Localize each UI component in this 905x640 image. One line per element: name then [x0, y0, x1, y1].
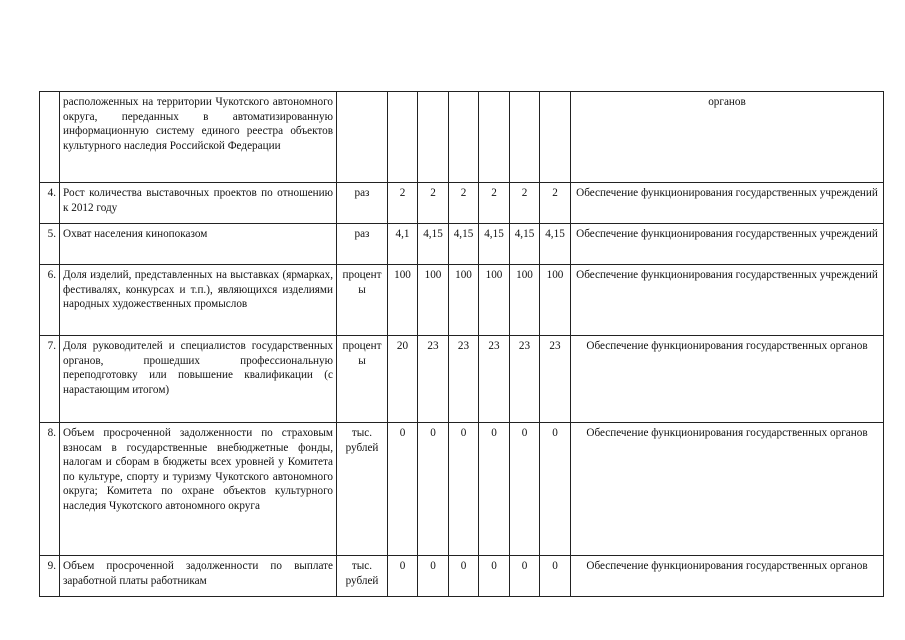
row-number: 9. [40, 556, 60, 597]
year-value: 0 [388, 423, 418, 556]
year-value [388, 92, 418, 183]
activity-note: Обеспечение функционирования государственных органов [571, 556, 884, 597]
year-value [510, 92, 540, 183]
indicator-name: Объем просроченной задолженности по страховым взносам в государственные внебюджетные фонды, налогам и сборам в бюджеты всех уровней у Комитета по культуре, спорту и туризму Чукотского автономного округа; Комитета по охране объектов культурного наследия Чукотского автономного округа [60, 423, 337, 556]
table-body [40, 92, 884, 597]
year-value: 0 [418, 423, 449, 556]
unit-of-measure: тыс. рублей [337, 423, 388, 556]
row-number: 8. [40, 423, 60, 556]
year-value [418, 92, 449, 183]
activity-note: Обеспечение функционирования государственных учреждений [571, 265, 884, 336]
year-value: 4,15 [540, 224, 571, 265]
year-value: 2 [510, 183, 540, 224]
year-value: 20 [388, 336, 418, 423]
table-row [40, 265, 884, 336]
activity-note: Обеспечение функционирования государственных учреждений [571, 183, 884, 224]
table-row [40, 183, 884, 224]
year-value: 2 [388, 183, 418, 224]
year-value: 100 [510, 265, 540, 336]
year-value: 0 [418, 556, 449, 597]
year-value: 0 [479, 423, 510, 556]
indicator-name: Рост количества выставочных проектов по отношению к 2012 году [60, 183, 337, 224]
unit-of-measure: раз [337, 224, 388, 265]
year-value: 2 [540, 183, 571, 224]
activity-note: органов [571, 92, 884, 183]
year-value: 0 [449, 556, 479, 597]
year-value [449, 92, 479, 183]
year-value: 2 [418, 183, 449, 224]
unit-of-measure: процент ы [337, 265, 388, 336]
indicators-table [39, 91, 884, 597]
row-number: 7. [40, 336, 60, 423]
year-value: 2 [449, 183, 479, 224]
year-value [479, 92, 510, 183]
year-value: 100 [418, 265, 449, 336]
year-value: 23 [418, 336, 449, 423]
unit-of-measure: тыс. рублей [337, 556, 388, 597]
activity-note: Обеспечение функционирования государственных органов [571, 336, 884, 423]
year-value [540, 92, 571, 183]
row-number: 5. [40, 224, 60, 265]
year-value: 0 [540, 423, 571, 556]
row-number: 4. [40, 183, 60, 224]
year-value: 100 [479, 265, 510, 336]
year-value: 4,15 [479, 224, 510, 265]
table-row [40, 556, 884, 597]
year-value: 0 [510, 556, 540, 597]
year-value: 23 [449, 336, 479, 423]
year-value: 2 [479, 183, 510, 224]
table-row [40, 92, 884, 183]
activity-note: Обеспечение функционирования государственных органов [571, 423, 884, 556]
year-value: 4,15 [418, 224, 449, 265]
indicator-name: Доля руководителей и специалистов государственных органов, прошедших профессиональную переподготовку или повышение квалификации (с нарастающим итогом) [60, 336, 337, 423]
year-value: 23 [540, 336, 571, 423]
table-row [40, 423, 884, 556]
indicator-name: расположенных на территории Чукотского автономного округа, переданных в автоматизированную информационную систему единого реестра объектов культурного наследия Российской Федерации [60, 92, 337, 183]
year-value: 0 [479, 556, 510, 597]
table-row [40, 336, 884, 423]
indicator-name: Доля изделий, представленных на выставках (ярмарках, фестивалях, конкурсах и т.п.), являющихся изделиями народных художественных промыслов [60, 265, 337, 336]
year-value: 4,1 [388, 224, 418, 265]
row-number: 6. [40, 265, 60, 336]
unit-of-measure: раз [337, 183, 388, 224]
year-value: 23 [479, 336, 510, 423]
activity-note: Обеспечение функционирования государственных учреждений [571, 224, 884, 265]
year-value: 23 [510, 336, 540, 423]
row-number [40, 92, 60, 183]
year-value: 4,15 [510, 224, 540, 265]
year-value: 100 [388, 265, 418, 336]
year-value: 0 [449, 423, 479, 556]
indicator-name: Объем просроченной задолженности по выплате заработной платы работникам [60, 556, 337, 597]
year-value: 100 [449, 265, 479, 336]
indicator-name: Охват населения кинопоказом [60, 224, 337, 265]
unit-of-measure: процент ы [337, 336, 388, 423]
year-value: 0 [510, 423, 540, 556]
year-value: 0 [540, 556, 571, 597]
unit-of-measure [337, 92, 388, 183]
table-row [40, 224, 884, 265]
year-value: 4,15 [449, 224, 479, 265]
year-value: 0 [388, 556, 418, 597]
year-value: 100 [540, 265, 571, 336]
